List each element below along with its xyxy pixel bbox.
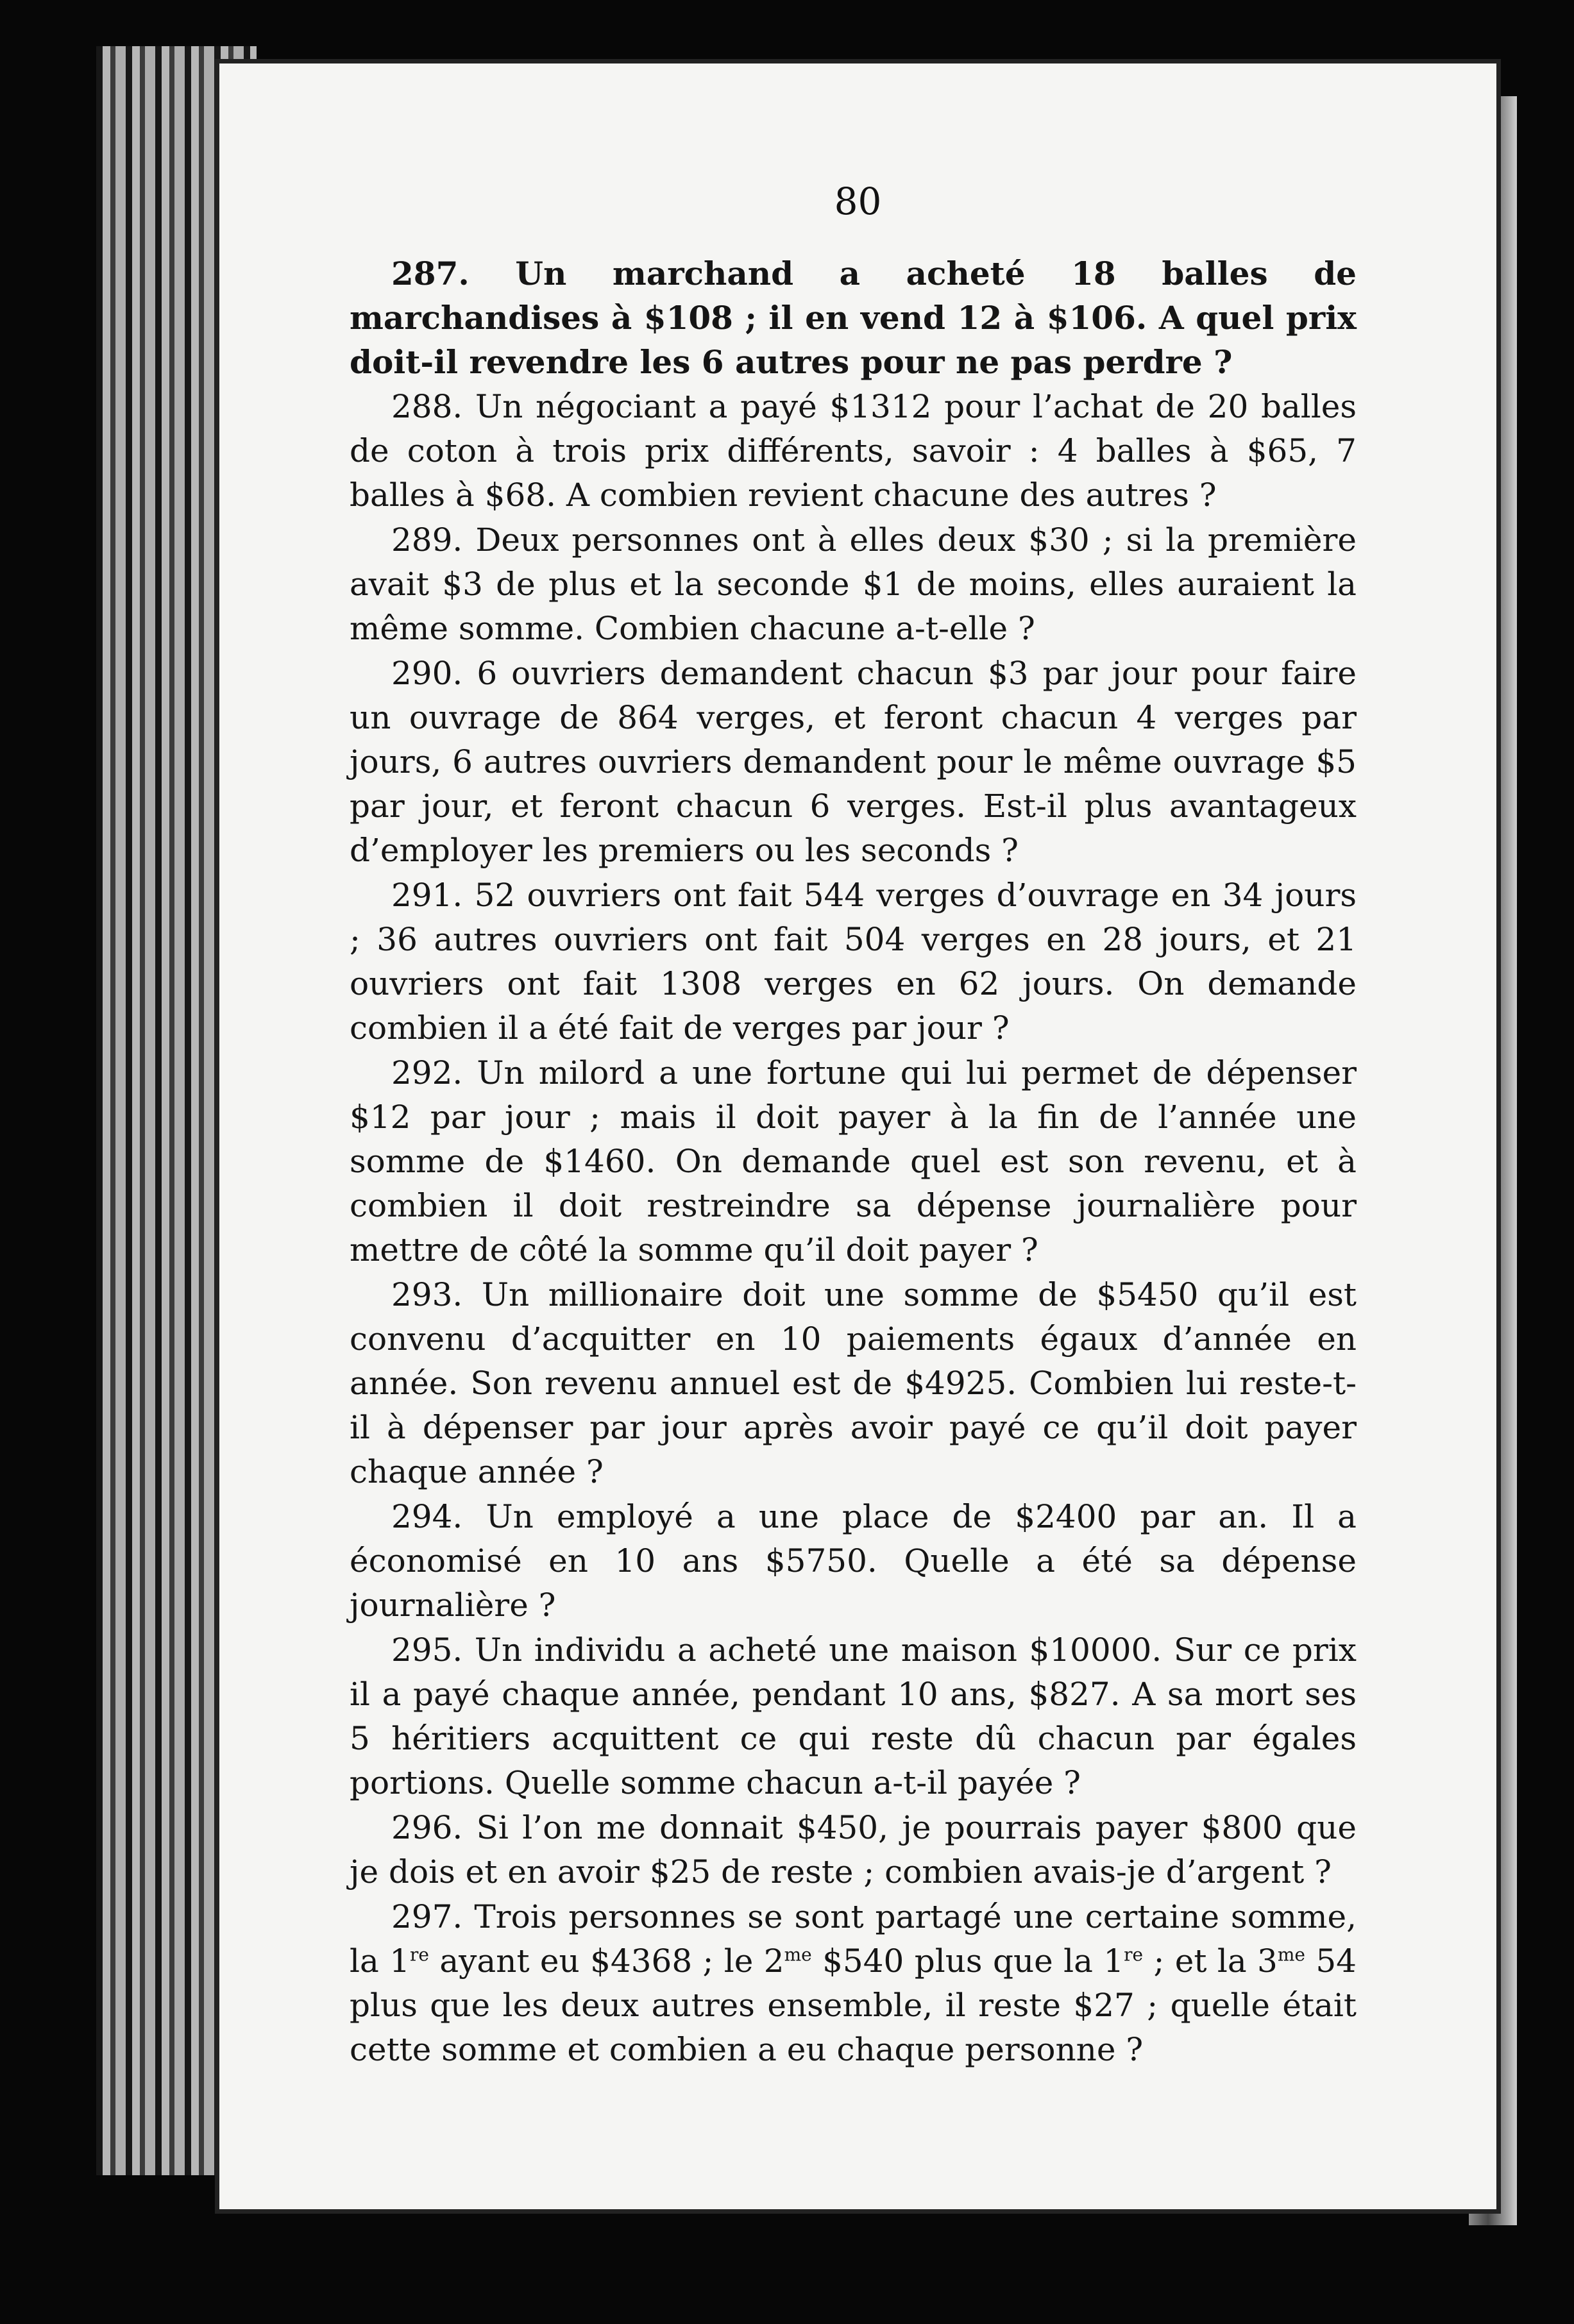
problem-295: 295. Un individu a acheté une maison $10000. Sur ce prix il a payé chaque année, pendant 10 ans, $827. A sa mort ses 5 héritiers acquittent ce qui reste dû chacun par égales portions. Quelle somme chacun a-t-il payée ?: [350, 1631, 1357, 1801]
problem-293: 293. Un millionaire doit une somme de $5450 qu’il est convenu d’acquitter en 10 paiements égaux d’année en année. Son revenu annuel est de $4925. Combien lui reste-t-il à dépenser par jour après avoir payé ce qu’il doit payer chaque année ?: [350, 1276, 1357, 1490]
book-page: [215, 59, 1501, 2214]
problem-287: 287. Un marchand a acheté 18 balles de marchandises à $108 ; il en vend 12 à $106. A quel prix doit-il revendre les 6 autres pour ne pas perdre ?: [350, 255, 1357, 381]
page-number: 80: [834, 180, 882, 223]
problem-288: 288. Un négociant a payé $1312 pour l’achat de 20 balles de coton à trois prix différents, savoir : 4 balles à $65, 7 balles à $68. A combien revient chacune des autres ?: [350, 388, 1357, 514]
problem-290: 290. 6 ouvriers demandent chacun $3 par jour pour faire un ouvrage de 864 verges, et feront chacun 4 verges par jours, 6 autres ouvriers demandent pour le même ouvrage $5 par jour, et feront chacun 6 verges. Est-il plus avantageux d’employer les premiers ou les seconds ?: [350, 655, 1357, 869]
problem-291: 291. 52 ouvriers ont fait 544 verges d’ouvrage en 34 jours ; 36 autres ouvriers ont fait 504 verges en 28 jours, et 21 ouvriers ont fait 1308 verges en 62 jours. On demande combien il a été fait de verges par jour ?: [350, 877, 1357, 1047]
problem-292: 292. Un milord a une fortune qui lui permet de dépenser $12 par jour ; mais il doit payer à la fin de l’année une somme de $1460. On demande quel est son revenu, et à combien il doit restreindre sa dépense journalière pour mettre de côté la somme qu’il doit payer ?: [350, 1054, 1357, 1268]
problem-294: 294. Un employé a une place de $2400 par an. Il a économisé en 10 ans $5750. Quelle a été sa dépense journalière ?: [350, 1498, 1357, 1624]
problem-289: 289. Deux personnes ont à elles deux $30 ; si la première avait $3 de plus et la seconde $1 de moins, elles auraient la même somme. Combien chacune a-t-elle ?: [350, 521, 1357, 647]
problem-297: 297. Trois personnes se sont partagé une certaine somme, la 1re ayant eu $4368 ; le $2^{me}$ $540 plus que la 1re ; et la $3^{me}$ 54 plus que les deux autres ensemble, il reste $27 ; quelle était cette somme et combien a eu chaque personne ?: [350, 1898, 1357, 2068]
problem-296: 296. Si l’on me donnait $450, je pourrais payer $800 que je dois et en avoir $25 de reste ; combien avais-je d’argent ?: [350, 1809, 1357, 1890]
problem-list: [350, 251, 1357, 2073]
